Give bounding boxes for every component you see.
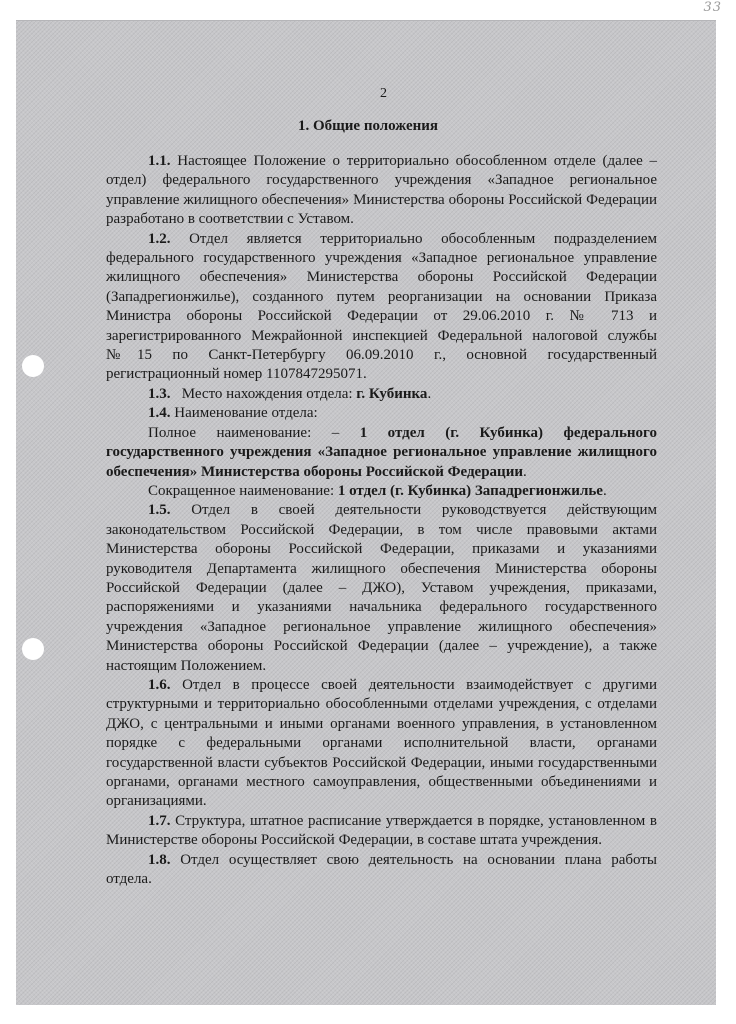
clause-number: 1.8. [148,851,171,868]
clause-number: 1.1. [148,153,171,169]
full-name-label: Полное наименование: – [148,424,340,441]
clause-text: Место нахождения отдела: [181,385,353,402]
clause-text: Отдел в своей деятельности руководствуется действующим законодательством Российской Федерации, в том числе правовыми актами Министерства обороны Российской Федерации, приказами и указаниями руководителя Департамента жилищного обеспечения Министерства обороны Российской Федерации (далее – ДЖО), Уставом учреждения, приказами, распоряжениями и указаниями начальника федерального государственного учреждения «Западное региональное управление жилищного обеспечения» Министерства обороны Российской Федерации (далее – учреждение), а также настоящим Положением. [106,502,658,674]
clause-number: 1.2. [148,230,171,247]
paragraph-1-1 [106,152,657,230]
full-name-line: Полное наименование: – 1 отдел (г. Кубинка) федерального государственного учреждения «Западное региональное управление жилищного обеспечения» Министерства обороны Российской Федерации. [106,424,657,480]
clause-text: Отдел является территориально обособленным подразделением федерального государственного учреждения «Западное региональное управление жилищного обеспечения» Министерства обороны Российской Федерации (Западрегионжилье), созданного путем реорганизации на основании Приказа Министра обороны Российской Федерации от 29.06.2010 г. № 713 и зарегистрированного Межрайонной инспекцией Федеральной налоговой службы №15 по Санкт-Петербургу 06.09.2010 г., основной государственный регистрационный номер 1107847295071. [106,230,657,383]
section-heading: 1. Общие положения [297,118,439,134]
clause-number: 1.6. [148,676,171,693]
clause-number: 1.4. [148,405,171,422]
clause-number: 1.7. [148,812,171,829]
paragraph-1-6 [106,676,657,812]
paragraph-1-5 [106,501,657,676]
corner-handwritten-mark: 33 [703,0,722,15]
short-name-label: Сокращенное наименование: [148,482,335,499]
document-body [106,152,657,889]
clause-text: Отдел в процессе своей деятельности взаимодействует с другими структурными и территориально обособленными отделами учреждения, с отделами ДЖО, с центральными и иными органами военного управления, в установленном порядке с федеральными органами исполнительной власти, органами государственной власти субъектов Российской Федерации, иными государственными органами, органами местного самоуправления, общественными объединениями и организациями. [106,676,658,810]
punch-hole-bottom [22,638,44,660]
punch-hole-top [22,355,44,377]
location-value: г. Кубинка [356,385,428,402]
clause-text: Структура, штатное расписание утверждается в порядке, установленном в Министерстве обороны Российской Федерации, в составе штата учреждения. [106,812,657,849]
full-name-value: 1 отдел (г. Кубинка) федерального государственного учреждения «Западное региональное управление жилищного обеспечения» Министерства обороны Российской Федерации [106,424,657,480]
short-name-line: Сокращенное наименование: 1 отдел (г. Кубинка) Западрегионжилье. [148,482,607,499]
clause-number: 1.3. [148,385,171,402]
page-number: 2 [380,86,387,101]
paragraph-1-2 [106,230,657,385]
short-name-value: 1 отдел (г. Кубинка) Западрегионжилье [337,482,603,499]
clause-text: Настоящее Положение о территориально обособленном отделе (далее – отдел) федерального государственного учреждения «Западное региональное управление жилищного обеспечения» Министерства обороны Российской Федерации разработано в соответствии с Уставом. [106,153,658,228]
paragraph-1-8 [106,851,657,890]
paragraph-1-7 [106,812,657,851]
paragraph-1-3: 1.3. Место нахождения отдела: г. Кубинка. [148,385,432,402]
clause-text: Отдел осуществляет свою деятельность на основании плана работы отдела. [106,851,657,888]
clause-number: 1.5. [148,502,171,519]
clause-text: Наименование отдела: [174,405,318,422]
paragraph-1-4 [106,404,657,423]
